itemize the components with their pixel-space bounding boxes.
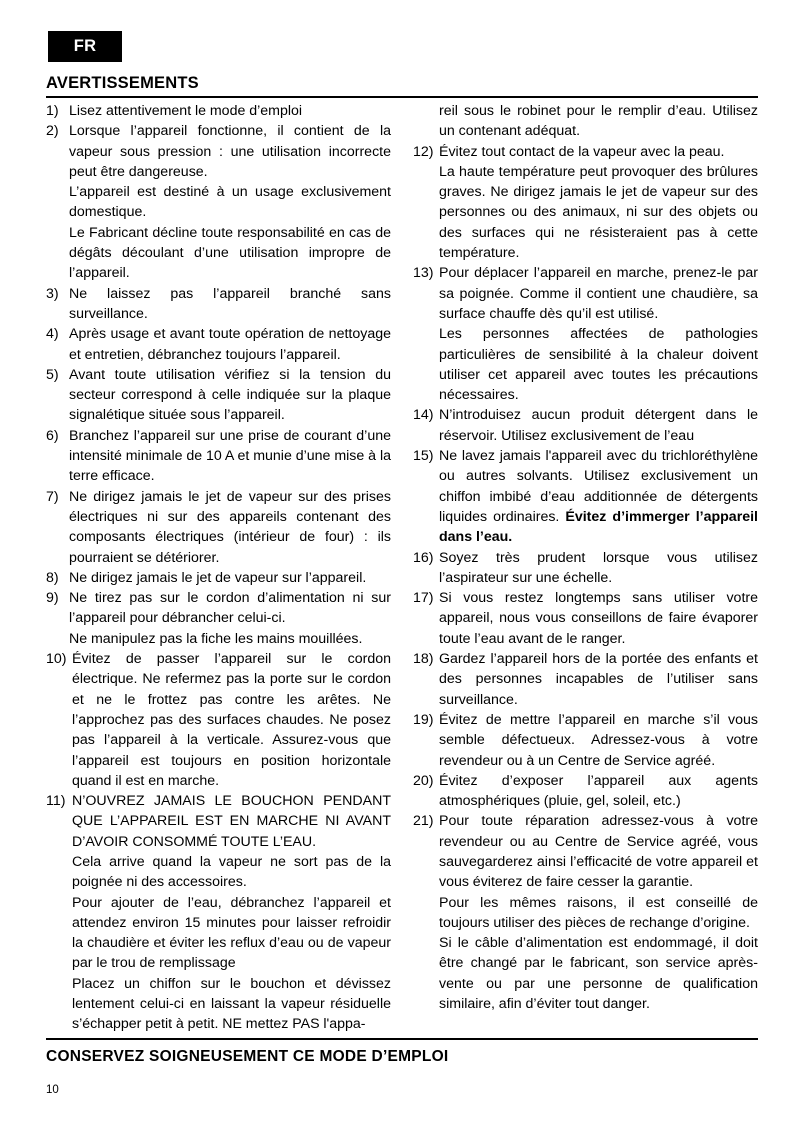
list-item-indent (413, 933, 439, 1014)
list-item (46, 791, 391, 852)
list-item (413, 771, 758, 812)
list-item-marker: 20) (413, 772, 434, 789)
left-column (46, 101, 391, 1035)
list-item-text: L’appareil est destiné à un usage exclusivement domestique. (69, 184, 391, 221)
list-item-text: Si vous restez longtemps sans utiliser votre appareil, nous vous conseillons de faire évaporer toute l’eau avant de le ranger. (439, 590, 758, 647)
list-item-marker: 1) (46, 103, 59, 119)
list-item-text: Lorsque l’appareil fonctionne, il contient de la vapeur sous pression : une utilisation incorrecte peut être dangereuse. (69, 123, 391, 180)
list-item (46, 487, 391, 568)
list-item-text: Le Fabricant décline toute responsabilité en cas de dégâts découlant d’une utilisation impropre de l’appareil. (69, 224, 391, 282)
list-item-text: N’OUVREZ JAMAIS LE BOUCHON PENDANT QUE L’APPAREIL EST EN MARCHE NI AVANT D’AVOIR CONSOMMÉ TOUTE L’EAU. (72, 793, 391, 850)
list-item-text: Ne manipulez pas la fiche les mains mouillées. (69, 630, 363, 647)
list-item-text: Soyez très prudent lorsque vous utilisez l’aspirateur sur une échelle. (439, 549, 758, 586)
list-item-indent (46, 182, 69, 223)
list-item-marker: 15) (413, 448, 434, 465)
list-item-marker: 9) (46, 590, 59, 607)
list-item-continuation (46, 974, 391, 1035)
list-item-text: Placez un chiffon sur le bouchon et dévissez lentement celui-ci en laissant la vapeur résiduelle s’échapper petit à petit. NE mettez PAS l'appa- (72, 975, 391, 1033)
column-continuation (413, 101, 758, 142)
list-item-text: Pour déplacer l’appareil en marche, prenez-le par sa poignée. Comme il contient une chaudière, sa surface chauffe dès qu’il est utilisé. (439, 265, 758, 322)
list-item-marker: 19) (413, 711, 434, 728)
list-item (413, 263, 758, 324)
list-item-marker: 10) (46, 651, 67, 668)
list-item-text: Avant toute utilisation vérifiez si la tension du secteur correspond à celle indiquée sur la plaque signalétique située sous l’appareil. (69, 366, 391, 424)
list-item (413, 548, 758, 589)
list-item-marker: 3) (46, 285, 59, 302)
list-item-text: Branchez l’appareil sur une prise de courant d’une intensité minimale de 10 A et munie d’une mise à la terre efficace. (69, 427, 391, 485)
list-item-continuation (46, 223, 391, 284)
list-item (413, 811, 758, 892)
heading-divider (46, 96, 758, 98)
list-item-text: Si le câble d’alimentation est endommagé, il doit être changé par le fabricant, son service après-vente ou par une personne de qualification similaire, afin d’éviter tout danger. (439, 935, 758, 1013)
list-item-text: Après usage et avant toute opération de nettoyage et entretien, débranchez toujours l’appareil. (69, 326, 391, 363)
list-item (46, 324, 391, 365)
list-item (413, 588, 758, 649)
list-item-text: Évitez de passer l’appareil sur le cordon électrique. Ne refermez pas la porte sur le cordon et ne le frottez pas contre les arêtes. Ne l’approchez pas des surfaces chaudes. Ne posez pas l’appareil à la verticale. Assurez-vous que l’appareil est toujours en position horizontale quand il est en marche. (72, 651, 391, 789)
list-item-marker: 18) (413, 651, 434, 668)
list-item-text: Les personnes affectées de pathologies particulières de sensibilité à la chaleur doivent utiliser cet appareil avec toutes les précautions nécessaires. (439, 326, 758, 404)
column-continuation-text: reil sous le robinet pour le remplir d’eau. Utilisez un contenant adéquat. (439, 103, 758, 140)
list-item (413, 649, 758, 710)
list-item-text: Ne dirigez jamais le jet de vapeur sur des prises électriques ni sur des appareils contenant des composants électriques (intérieur de four) : ils pourraient se détériorer. (69, 488, 391, 566)
list-item (46, 588, 391, 629)
list-item (413, 405, 758, 446)
list-item-marker: 16) (413, 549, 434, 566)
list-item-text: N’introduisez aucun produit détergent dans le réservoir. Utilisez exclusivement de l’eau (439, 407, 758, 444)
list-item-text: Ne laissez pas l’appareil branché sans surveillance. (69, 285, 391, 322)
list-item-marker: 21) (413, 813, 434, 830)
list-item-continuation (46, 852, 391, 893)
list-item-marker: 12) (413, 143, 434, 160)
list-item-text (439, 446, 758, 547)
footer-note: CONSERVEZ SOIGNEUSEMENT CE MODE D’EMPLOI (46, 1048, 449, 1065)
list-item-indent (413, 324, 439, 405)
list-item-continuation (413, 893, 758, 934)
list-item-continuation (46, 893, 391, 974)
list-item-indent (413, 893, 439, 934)
list-item-text: Gardez l’appareil hors de la portée des enfants et des personnes incapables de l’utiliser sans surveillance. (439, 651, 758, 708)
list-item-continuation (413, 162, 758, 263)
list-item (46, 284, 391, 325)
language-badge: FR (48, 31, 122, 62)
body-columns (46, 101, 758, 1035)
page-number: 10 (46, 1084, 59, 1096)
list-item-text-run: Ne lavez jamais l'appareil avec du trichloréthylène ou autres solvants. Utilisez exclusivement un chiffon imbibé d’eau additionnée de détergents liquides ordinaires. (439, 448, 758, 525)
list-item-text: Ne dirigez jamais le jet de vapeur sur l’appareil. (69, 569, 367, 586)
list-item-marker: 6) (46, 427, 59, 444)
list-item-emphasis: Évitez d’immerger l’appareil dans l’eau. (439, 508, 758, 546)
list-item (413, 710, 758, 771)
list-item-indent (46, 852, 72, 893)
list-item-continuation (413, 933, 758, 1014)
page-title: AVERTISSEMENTS (46, 74, 199, 92)
list-item (413, 142, 758, 162)
list-item (46, 649, 391, 791)
list-item-marker: 8) (46, 569, 59, 586)
list-item-marker: 11) (46, 793, 66, 810)
list-item-marker: 17) (413, 590, 434, 607)
list-item (46, 365, 391, 426)
list-item-continuation (46, 629, 391, 649)
list-item-text: Évitez de mettre l’appareil en marche s’il vous semble défectueux. Adressez-vous à votre revendeur ou à un Centre de Service agréé. (439, 711, 758, 769)
list-item-text: Pour ajouter de l’eau, débranchez l’appareil et attendez environ 15 minutes pour laisser refroidir la chaudière et éviter les reflux d’eau ou de vapeur par le trou de remplissage (72, 894, 391, 972)
list-item (46, 121, 391, 182)
list-item (413, 446, 758, 547)
list-item-marker: 13) (413, 265, 434, 282)
list-item-text: Évitez d’exposer l’appareil aux agents atmosphériques (pluie, gel, soleil, etc.) (439, 772, 758, 810)
list-item-indent (413, 162, 439, 263)
list-item-indent (46, 974, 72, 1035)
list-item-text: Lisez attentivement le mode d’emploi (69, 103, 303, 119)
footer-divider (46, 1038, 758, 1040)
list-item (46, 426, 391, 487)
list-item-text: Évitez tout contact de la vapeur avec la peau. (439, 143, 725, 160)
list-item-text: Cela arrive quand la vapeur ne sort pas de la poignée ni des accessoires. (72, 853, 391, 891)
list-item-marker: 5) (46, 366, 59, 383)
list-item (46, 568, 391, 588)
list-item-continuation (46, 182, 391, 223)
list-item (46, 101, 391, 121)
list-item-marker: 2) (46, 123, 59, 140)
list-item-text: Pour les mêmes raisons, il est conseillé de toujours utiliser des pièces de rechange d’origine. (439, 894, 758, 931)
list-item-indent (46, 893, 72, 974)
list-item-marker: 4) (46, 326, 59, 343)
list-item-marker: 14) (413, 407, 434, 424)
list-item-indent (413, 101, 439, 142)
right-column (413, 101, 758, 1035)
list-item-indent (46, 629, 69, 649)
list-item-text: Pour toute réparation adressez-vous à votre revendeur ou au Centre de Service agréé, vous sauvegarderez ainsi l’efficacité de votre appareil et vous éviterez de faire cesser la garantie. (439, 813, 758, 891)
list-item-marker: 7) (46, 488, 59, 505)
list-item-indent (46, 223, 69, 284)
list-item-text: Ne tirez pas sur le cordon d’alimentation ni sur l’appareil pour débrancher celui-ci. (69, 590, 391, 627)
list-item-continuation (413, 324, 758, 405)
list-item-text: La haute température peut provoquer des brûlures graves. Ne dirigez jamais le jet de vapeur sur des personnes ou des animaux, ni sur des objets ou des surfaces qui ne résisteraient pas à cette température. (439, 163, 758, 262)
